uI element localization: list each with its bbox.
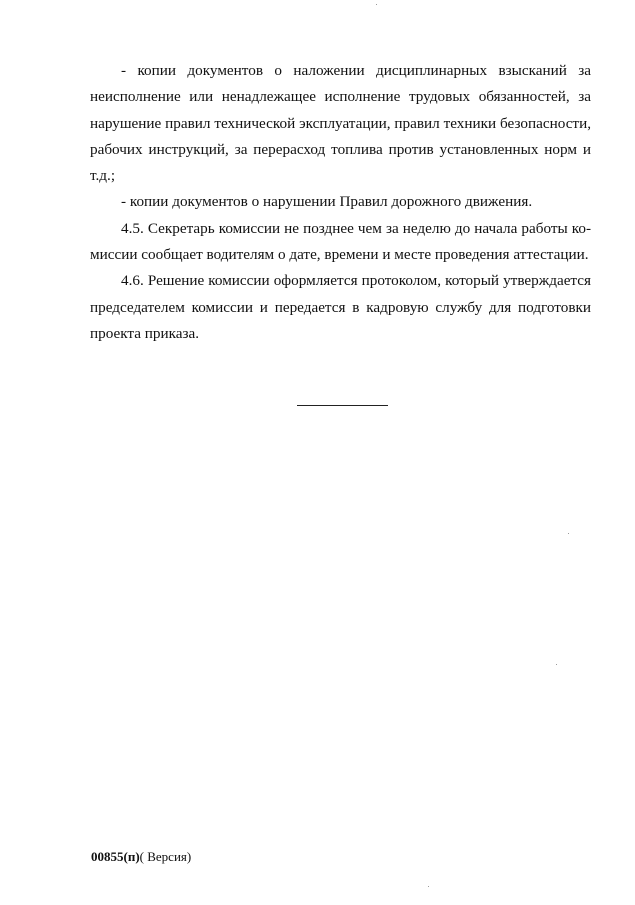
paragraph-disciplinary-copies: - копии документов о наложении дисциплинарных взысканий за неисполнение или ненадлежащее исполнение трудовых обязанностей, за нарушение правил технической эксплуатации, правил техники безопасности, рабочих инструкций, за перерасход топлива против установленных норм и т.д.;	[90, 62, 591, 185]
footer-version: ( Версия)	[139, 849, 192, 864]
document-body	[90, 58, 591, 347]
scan-speck	[556, 664, 557, 665]
footer-code: 00855(п)	[91, 849, 140, 864]
scan-speck	[428, 886, 429, 887]
paragraph-4-6: 4.6. Решение комиссии оформляется протоколом, который утверждается председателем комиссии и передается в кадровую службу для подготовки проекта приказа.	[90, 272, 591, 342]
paragraph-traffic-violations: - копии документов о нарушении Правил дорожного движения.	[121, 193, 533, 211]
scan-speck	[568, 533, 569, 534]
end-divider-line	[297, 405, 388, 406]
scan-speck	[376, 4, 377, 5]
paragraph-4-5: 4.5. Секретарь комиссии не позднее чем за неделю до начала работы комиссии сообщает водителям о дате, времени и месте проведения аттестации.	[90, 219, 591, 264]
footer-document-code	[91, 849, 191, 865]
